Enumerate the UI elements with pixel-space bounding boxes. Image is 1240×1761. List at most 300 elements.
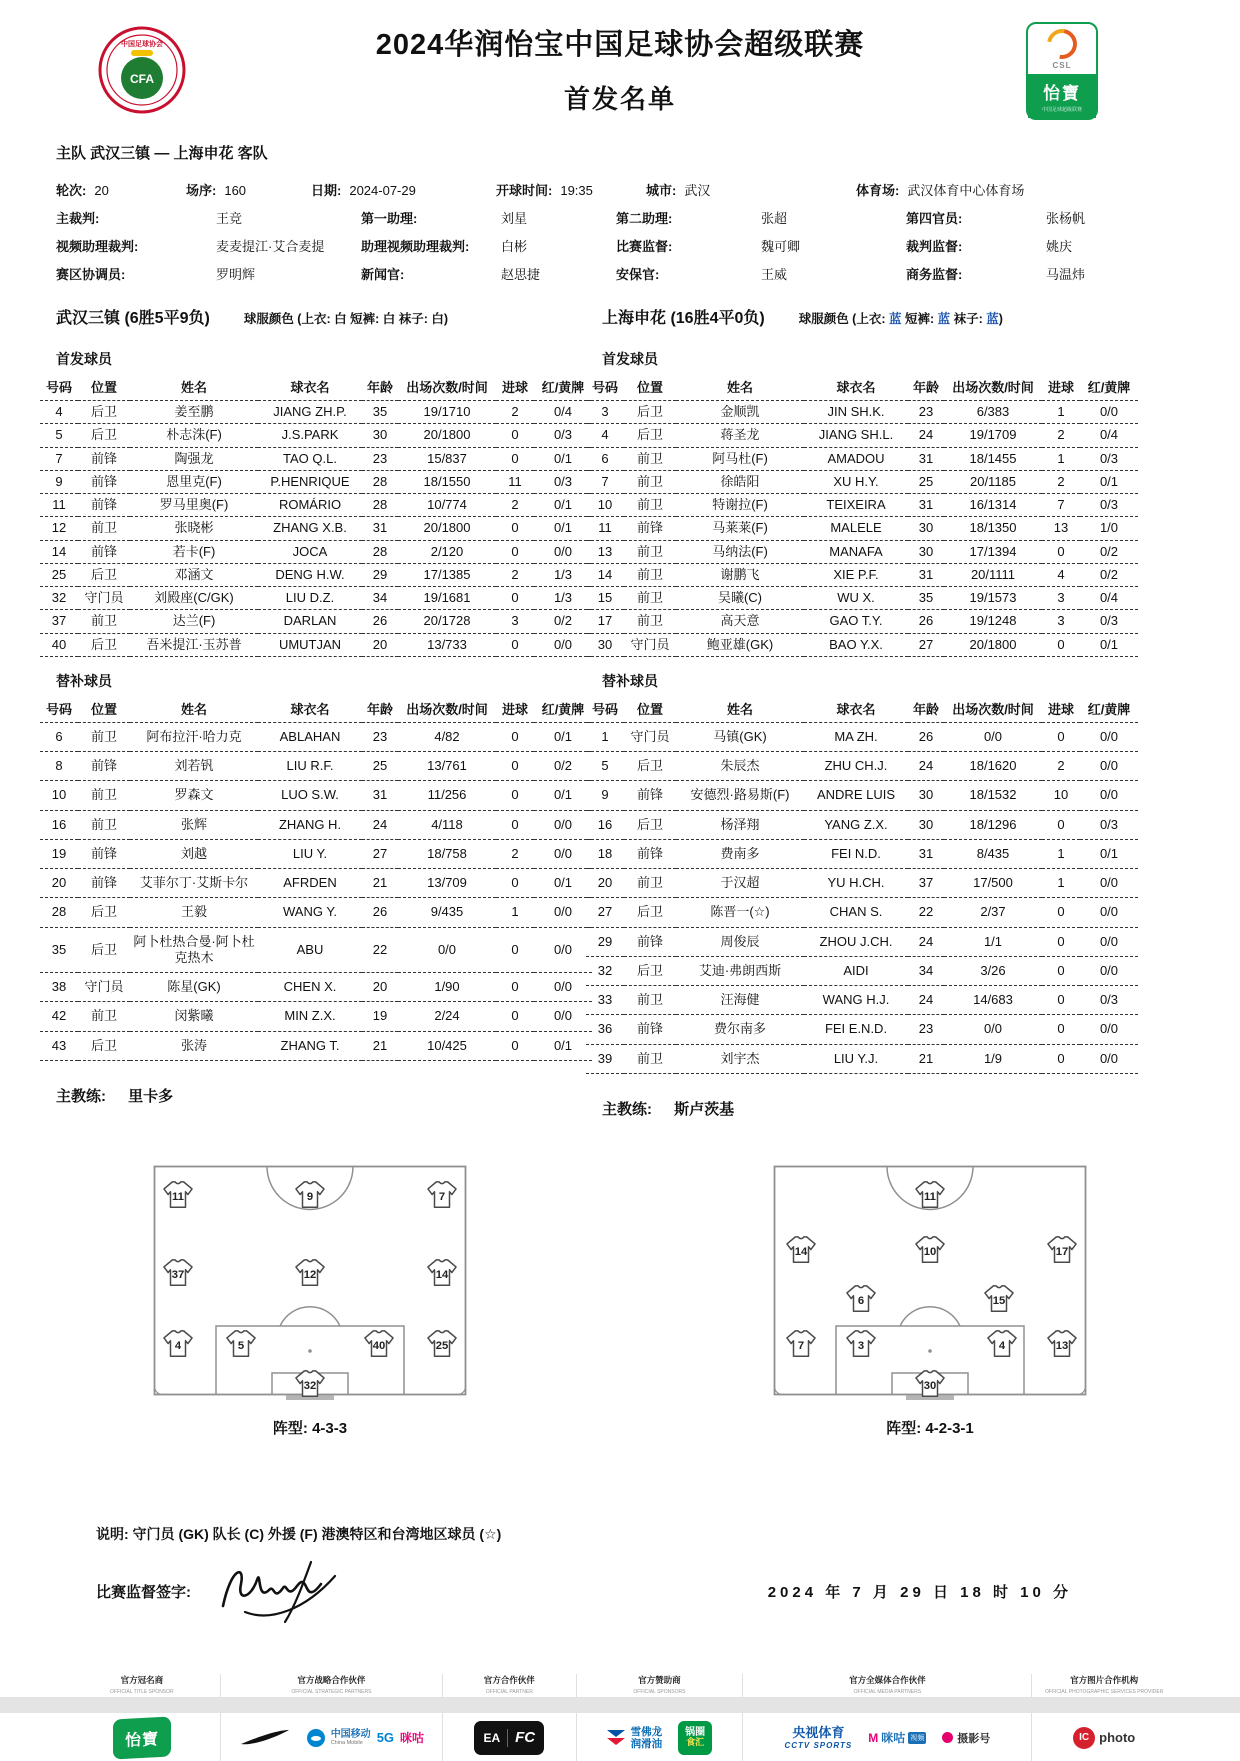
player-name: 谢鹏飞 — [676, 563, 804, 586]
player-cards: 0/0 — [534, 973, 592, 1002]
formation-player-37 — [161, 1258, 195, 1288]
player-row — [586, 424, 1138, 447]
player-name: 刘殿座(C/GK) — [130, 587, 258, 610]
svg-text:13: 13 — [1055, 1340, 1069, 1353]
kit-mid: 袜子: — [950, 312, 987, 326]
player-jersey-name: ZHOU J.CH. — [804, 927, 908, 956]
photo-account-icon — [942, 1732, 953, 1743]
col-position: 位置 — [78, 695, 130, 723]
col-name: 姓名 — [130, 695, 258, 723]
player-age: 26 — [362, 898, 398, 927]
info-pair — [186, 180, 311, 199]
player-goals: 0 — [496, 633, 534, 656]
player-goals: 0 — [1042, 927, 1080, 956]
kit-shirt-color: 白 — [334, 312, 347, 326]
home-starters-table — [40, 373, 592, 657]
photo-account-text: 摄影号 — [957, 1732, 991, 1745]
jersey-icon — [224, 1329, 258, 1359]
player-age: 21 — [362, 1031, 398, 1060]
cestbon-band — [1028, 74, 1096, 118]
player-number: 4 — [40, 401, 78, 424]
player-age: 24 — [908, 986, 944, 1015]
jersey-icon — [844, 1329, 878, 1359]
sponsor-group-title — [64, 1674, 220, 1761]
player-number: 19 — [40, 839, 78, 868]
info-value: 赵思捷 — [501, 266, 541, 282]
player-position: 后卫 — [78, 927, 130, 973]
info-value: 王威 — [761, 266, 788, 282]
player-name: 安德烈·路易斯(F) — [676, 781, 804, 810]
player-name: 杨泽翔 — [676, 810, 804, 839]
kit-mid: 短裤: — [901, 312, 938, 326]
player-name: 姜至鹏 — [130, 401, 258, 424]
player-cards: 0/0 — [1080, 869, 1138, 898]
sponsor-category-cn: 官方战略合作伙伴 — [297, 1674, 366, 1685]
player-number: 9 — [40, 470, 78, 493]
guoquan-cn-2: 食汇 — [686, 1737, 705, 1748]
player-position: 前卫 — [78, 1002, 130, 1031]
svg-text:4: 4 — [174, 1340, 182, 1353]
info-label: 第一助理: — [361, 210, 418, 226]
player-apps-time: 0/0 — [398, 927, 496, 973]
cfa-logo-icon — [98, 26, 186, 114]
player-cards: 0/0 — [534, 633, 592, 656]
player-goals: 0 — [496, 781, 534, 810]
player-apps-time: 19/1709 — [944, 424, 1042, 447]
player-row — [40, 722, 592, 751]
player-jersey-name: CHEN X. — [258, 973, 362, 1002]
player-name: 张晓彬 — [130, 517, 258, 540]
player-number: 28 — [40, 898, 78, 927]
player-age: 27 — [908, 633, 944, 656]
sponsors-footer — [64, 1674, 1176, 1761]
player-position: 前锋 — [624, 517, 676, 540]
info-label: 商务监督: — [906, 266, 963, 282]
formation-player-14 — [425, 1258, 459, 1288]
player-row — [40, 563, 592, 586]
player-age: 34 — [362, 587, 398, 610]
col-goals: 进球 — [496, 695, 534, 723]
player-position: 前锋 — [624, 1015, 676, 1044]
player-cards: 0/0 — [534, 839, 592, 868]
formation-player-17 — [1045, 1235, 1079, 1265]
table-header-row — [586, 373, 1138, 401]
player-jersey-name: MIN Z.X. — [258, 1002, 362, 1031]
home-subs-table — [40, 695, 592, 1061]
home-team-name: 武汉三镇 (6胜5平9负) — [56, 310, 210, 327]
player-age: 30 — [908, 810, 944, 839]
player-position: 后卫 — [624, 810, 676, 839]
player-row — [40, 447, 592, 470]
info-label: 场序: — [186, 182, 217, 198]
player-number: 29 — [586, 927, 624, 956]
formation-player-30 — [913, 1369, 947, 1399]
player-number: 8 — [40, 752, 78, 781]
player-goals: 0 — [1042, 986, 1080, 1015]
player-cards: 0/0 — [534, 898, 592, 927]
china-mobile-cn: 中国移动 — [330, 1729, 371, 1741]
migu-mark: 咪咕 — [400, 1731, 425, 1746]
player-position: 后卫 — [78, 563, 130, 586]
col-apps-time: 出场次数/时间 — [398, 373, 496, 401]
player-cards: 1/0 — [1080, 517, 1138, 540]
nike-logo-icon — [239, 1728, 291, 1748]
player-jersey-name: MA ZH. — [804, 722, 908, 751]
player-row — [586, 517, 1138, 540]
col-apps-time: 出场次数/时间 — [398, 695, 496, 723]
player-name: 刘宇杰 — [676, 1044, 804, 1073]
player-jersey-name: DENG H.W. — [258, 563, 362, 586]
player-goals: 2 — [496, 563, 534, 586]
player-apps-time: 10/774 — [398, 494, 496, 517]
player-row — [40, 810, 592, 839]
jersey-icon — [982, 1284, 1016, 1314]
player-cards: 0/0 — [1080, 956, 1138, 985]
away-coach-line — [602, 1098, 1118, 1119]
player-cards: 0/2 — [1080, 540, 1138, 563]
player-goals: 2 — [1042, 424, 1080, 447]
player-cards: 0/3 — [534, 470, 592, 493]
player-row — [586, 1015, 1138, 1044]
info-value: 武汉体育中心体育场 — [907, 182, 1025, 198]
player-apps-time: 13/733 — [398, 633, 496, 656]
player-age: 26 — [908, 722, 944, 751]
col-jersey-name: 球衣名 — [804, 695, 908, 723]
col-goals: 进球 — [1042, 695, 1080, 723]
player-position: 后卫 — [624, 898, 676, 927]
player-apps-time: 19/1248 — [944, 610, 1042, 633]
ic-photo-logo — [1073, 1727, 1135, 1749]
table-header-row — [40, 373, 592, 401]
player-number: 13 — [586, 540, 624, 563]
player-jersey-name: ANDRE LUIS — [804, 781, 908, 810]
jersey-icon — [1045, 1329, 1079, 1359]
col-jersey-name: 球衣名 — [258, 373, 362, 401]
player-jersey-name: WANG Y. — [258, 898, 362, 927]
player-jersey-name: LUO S.W. — [258, 781, 362, 810]
jersey-icon — [161, 1180, 195, 1210]
player-position: 前卫 — [624, 470, 676, 493]
player-row — [586, 587, 1138, 610]
ic-photo-text: photo — [1099, 1730, 1136, 1746]
player-jersey-name: JIN SH.K. — [804, 401, 908, 424]
col-goals: 进球 — [1042, 373, 1080, 401]
cfa-logo — [98, 26, 186, 114]
sponsor-category-en: OFFICIAL TITLE SPONSOR — [110, 1688, 174, 1695]
player-number: 18 — [586, 839, 624, 868]
player-name: 徐皓阳 — [676, 470, 804, 493]
player-name: 罗森文 — [130, 781, 258, 810]
migu-m-mark: M — [868, 1730, 879, 1745]
formation-player-7 — [425, 1180, 459, 1210]
player-row — [40, 633, 592, 656]
jersey-icon — [913, 1180, 947, 1210]
player-age: 23 — [362, 722, 398, 751]
player-goals: 0 — [1042, 540, 1080, 563]
info-row-3 — [56, 231, 1240, 259]
jersey-icon — [425, 1329, 459, 1359]
player-name: 罗马里奥(F) — [130, 494, 258, 517]
player-number: 10 — [586, 494, 624, 517]
kit-mid: 袜子: — [395, 312, 432, 326]
info-label: 比赛监督: — [616, 238, 673, 254]
player-cards: 1/3 — [534, 587, 592, 610]
home-team-header — [56, 305, 532, 335]
player-position: 守门员 — [624, 633, 676, 656]
player-name: 张辉 — [130, 810, 258, 839]
chevron-cn-1: 雪佛龙 — [630, 1725, 663, 1738]
player-position: 守门员 — [78, 973, 130, 1002]
player-number: 20 — [586, 869, 624, 898]
player-apps-time: 13/761 — [398, 752, 496, 781]
player-goals: 2 — [1042, 470, 1080, 493]
home-formation-label: 阵型: 4-3-3 — [272, 1419, 348, 1437]
kit-suffix: ) — [998, 312, 1003, 326]
player-apps-time: 18/1550 — [398, 470, 496, 493]
player-position: 前卫 — [624, 986, 676, 1015]
player-number: 3 — [586, 401, 624, 424]
away-kit-colors — [799, 309, 1003, 327]
info-value: 160 — [224, 182, 247, 198]
player-row — [40, 973, 592, 1002]
player-apps-time: 20/1111 — [944, 563, 1042, 586]
player-position: 后卫 — [624, 424, 676, 447]
player-goals: 0 — [496, 517, 534, 540]
player-cards: 1/3 — [534, 563, 592, 586]
col-position: 位置 — [78, 373, 130, 401]
player-jersey-name: FEI E.N.D. — [804, 1015, 908, 1044]
kit-shorts-color: 蓝 — [937, 312, 951, 326]
player-cards: 0/1 — [534, 494, 592, 517]
formation-player-4 — [161, 1329, 195, 1359]
player-age: 23 — [908, 1015, 944, 1044]
player-jersey-name: CHAN S. — [804, 898, 908, 927]
player-apps-time: 11/256 — [398, 781, 496, 810]
player-age: 26 — [908, 610, 944, 633]
player-goals: 0 — [1042, 633, 1080, 656]
kit-socks-color: 白 — [431, 312, 444, 326]
player-jersey-name: AFRDEN — [258, 869, 362, 898]
formation-player-3 — [844, 1329, 878, 1359]
formation-player-11 — [913, 1180, 947, 1210]
kit-suffix: ) — [443, 312, 449, 326]
player-goals: 0 — [496, 927, 534, 973]
player-name: 张涛 — [130, 1031, 258, 1060]
info-label: 主裁判: — [56, 210, 100, 226]
away-team-column — [586, 305, 1131, 1119]
player-jersey-name: ROMÁRIO — [258, 494, 362, 517]
player-age: 20 — [362, 633, 398, 656]
col-apps-time: 出场次数/时间 — [944, 695, 1042, 723]
ea-sports-fc-logo — [474, 1721, 544, 1755]
info-value: 罗明辉 — [216, 266, 256, 282]
player-name: 若卡(F) — [130, 540, 258, 563]
info-label: 赛区协调员: — [56, 266, 126, 282]
player-apps-time: 18/1296 — [944, 810, 1042, 839]
player-name: 恩里克(F) — [130, 470, 258, 493]
formation-player-14 — [784, 1235, 818, 1265]
fc-mark: FC — [515, 1729, 536, 1747]
formation-player-25 — [425, 1329, 459, 1359]
info-pair — [56, 180, 186, 199]
player-age: 31 — [908, 494, 944, 517]
player-jersey-name: P.HENRIQUE — [258, 470, 362, 493]
player-goals: 11 — [496, 470, 534, 493]
player-goals: 0 — [1042, 898, 1080, 927]
home-coach-name: 里卡多 — [128, 1087, 174, 1105]
svg-text:5: 5 — [237, 1340, 245, 1353]
info-row-4 — [56, 259, 1240, 287]
player-cards: 0/0 — [1080, 927, 1138, 956]
player-name: 高天意 — [676, 610, 804, 633]
player-name: 特谢拉(F) — [676, 494, 804, 517]
player-row — [586, 633, 1138, 656]
player-row — [40, 424, 592, 447]
player-goals: 3 — [1042, 587, 1080, 610]
player-cards: 0/1 — [534, 722, 592, 751]
player-position: 前锋 — [78, 869, 130, 898]
formations-section — [0, 1165, 1240, 1438]
player-jersey-name: ZHANG T. — [258, 1031, 362, 1060]
player-cards: 0/0 — [1080, 752, 1138, 781]
player-apps-time: 13/709 — [398, 869, 496, 898]
player-position: 后卫 — [624, 401, 676, 424]
player-position: 前卫 — [78, 517, 130, 540]
jersey-icon — [425, 1258, 459, 1288]
player-apps-time: 16/1314 — [944, 494, 1042, 517]
player-name: 陈晋一(☆) — [676, 898, 804, 927]
player-name: 刘越 — [130, 839, 258, 868]
info-value: 武汉 — [684, 182, 711, 198]
player-position: 前卫 — [624, 610, 676, 633]
player-jersey-name: TAO Q.L. — [258, 447, 362, 470]
player-position: 前卫 — [624, 540, 676, 563]
player-number: 20 — [40, 869, 78, 898]
player-position: 前卫 — [624, 869, 676, 898]
player-row — [586, 839, 1138, 868]
player-position: 前锋 — [624, 927, 676, 956]
player-number: 5 — [40, 424, 78, 447]
player-position: 前卫 — [624, 447, 676, 470]
player-apps-time: 0/0 — [944, 722, 1042, 751]
player-age: 24 — [908, 752, 944, 781]
player-position: 前卫 — [624, 587, 676, 610]
player-apps-time: 2/120 — [398, 540, 496, 563]
cestbon-brand: 怡寶 — [1043, 84, 1081, 103]
player-position: 前卫 — [78, 810, 130, 839]
player-number: 7 — [586, 470, 624, 493]
player-age: 21 — [362, 869, 398, 898]
svg-text:10: 10 — [923, 1245, 937, 1258]
sponsor-group-partner — [442, 1674, 575, 1761]
player-position: 后卫 — [78, 633, 130, 656]
player-position: 守门员 — [78, 587, 130, 610]
info-label: 城市: — [646, 182, 677, 198]
player-row — [586, 494, 1138, 517]
player-name: 阿卜杜热合曼·阿卜杜克热木 — [130, 927, 258, 973]
kit-prefix: 球服颜色 (上衣: — [243, 312, 335, 326]
player-age: 31 — [908, 447, 944, 470]
player-age: 20 — [362, 973, 398, 1002]
cestbon-logo-text: 怡寶 — [124, 1730, 159, 1750]
player-jersey-name: TEIXEIRA — [804, 494, 908, 517]
player-goals: 1 — [1042, 447, 1080, 470]
col-cards: 红/黄牌 — [1080, 695, 1138, 723]
player-row — [586, 810, 1138, 839]
player-number: 6 — [40, 722, 78, 751]
away-formation-label: 阵型: 4-2-3-1 — [886, 1419, 974, 1437]
player-position: 前锋 — [624, 839, 676, 868]
player-name: 马纳法(F) — [676, 540, 804, 563]
sponsor-group-media — [742, 1674, 1031, 1761]
player-jersey-name: WU X. — [804, 587, 908, 610]
player-row — [40, 781, 592, 810]
info-row-2 — [56, 203, 1240, 231]
formation-player-12 — [293, 1258, 327, 1288]
player-number: 43 — [40, 1031, 78, 1060]
player-apps-time: 2/24 — [398, 1002, 496, 1031]
player-number: 4 — [586, 424, 624, 447]
player-jersey-name: YANG Z.X. — [804, 810, 908, 839]
player-jersey-name: JOCA — [258, 540, 362, 563]
away-subs-label: 替补球员 — [602, 672, 658, 689]
jersey-icon — [161, 1329, 195, 1359]
player-name: 吾米提江·玉苏普 — [130, 633, 258, 656]
player-row — [586, 470, 1138, 493]
player-row — [40, 1002, 592, 1031]
player-row — [586, 956, 1138, 985]
player-row — [586, 898, 1138, 927]
player-goals: 0 — [1042, 1044, 1080, 1073]
away-starters-table — [586, 373, 1138, 657]
player-cards: 0/0 — [534, 810, 592, 839]
player-number: 11 — [586, 517, 624, 540]
chevron-cn-2: 润滑油 — [630, 1737, 663, 1750]
player-apps-time: 4/82 — [398, 722, 496, 751]
info-row-1 — [56, 175, 1240, 203]
coach-label: 主教练: — [602, 1100, 652, 1118]
info-value: 姚庆 — [1046, 238, 1073, 254]
info-value: 19:35 — [560, 182, 593, 198]
info-label: 安保官: — [616, 266, 660, 282]
player-row — [586, 752, 1138, 781]
player-cards: 0/0 — [1080, 781, 1138, 810]
info-value: 魏可卿 — [761, 238, 801, 254]
svg-text:37: 37 — [171, 1269, 185, 1282]
away-team-name: 上海申花 (16胜4平0负) — [602, 310, 765, 327]
player-jersey-name: FEI N.D. — [804, 839, 908, 868]
player-name: 刘若钒 — [130, 752, 258, 781]
player-apps-time: 4/118 — [398, 810, 496, 839]
player-jersey-name: UMUTJAN — [258, 633, 362, 656]
player-position: 前卫 — [78, 781, 130, 810]
player-age: 23 — [908, 401, 944, 424]
svg-text:25: 25 — [435, 1340, 449, 1353]
formation-player-4 — [985, 1329, 1019, 1359]
player-number: 5 — [586, 752, 624, 781]
player-position: 前锋 — [78, 839, 130, 868]
ic-photo-icon: IC — [1073, 1727, 1095, 1749]
sponsor-category-cn: 官方赞助商 — [638, 1674, 681, 1685]
svg-text:40: 40 — [372, 1340, 386, 1353]
csl-swirl-icon — [1041, 23, 1083, 65]
col-number: 号码 — [586, 373, 624, 401]
player-apps-time: 1/90 — [398, 973, 496, 1002]
coach-label: 主教练: — [56, 1087, 106, 1105]
player-row — [40, 839, 592, 868]
player-cards: 0/3 — [1080, 810, 1138, 839]
player-cards: 0/3 — [1080, 986, 1138, 1015]
